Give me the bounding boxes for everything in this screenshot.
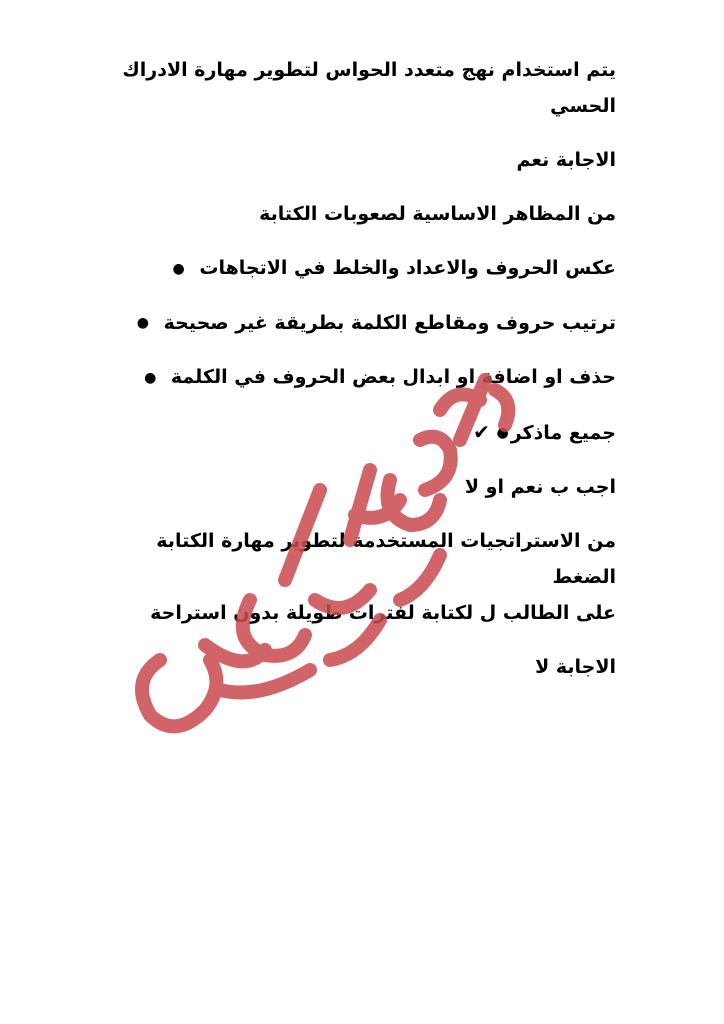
option-1 — [116, 250, 616, 287]
question-1-line-1: يتم استخدام نهج متعدد الحواس لتطوير مهارة الادراك — [122, 59, 616, 81]
option-4-text: جميع ماذكر — [510, 421, 616, 444]
question-3 — [116, 523, 616, 631]
bullet-icon: ● — [136, 315, 149, 331]
document-body — [116, 52, 616, 703]
checkmark-icon: ✔ — [473, 419, 490, 444]
option-2 — [116, 305, 616, 342]
bullet-icon: ● — [172, 260, 185, 277]
bullet-icon: ● — [144, 369, 157, 386]
question-2-title: من المظاهر الاساسية لصعوبات الكتابة — [259, 203, 616, 225]
answer-1: الاجابة نعم — [516, 149, 616, 171]
bullet-icon: ● — [496, 425, 509, 441]
option-3-text: حذف او اضافة او ابدال بعض الحروف في الكلمة — [170, 366, 616, 388]
option-1-text: عكس الحروف والاعداد والخلط في الاتجاهات — [199, 257, 616, 279]
option-3 — [116, 359, 616, 396]
answer-3: الاجابة لا — [535, 656, 616, 678]
question-3-line-1: من الاستراتجيات المستخدمة لتطوير مهارة الكتابة الضغط — [156, 530, 616, 588]
instruction: اجب ب نعم او لا — [464, 476, 616, 498]
question-3-line-2: على الطالب ل لكتابة لفترات طويلة بدون استراحة — [150, 602, 616, 624]
question-1 — [116, 52, 616, 124]
question-1-line-2: الحسي — [550, 95, 616, 117]
option-2-text: ترتيب حروف ومقاطع الكلمة بطريقة غير صحيحة — [163, 311, 616, 334]
option-4 — [116, 414, 616, 452]
